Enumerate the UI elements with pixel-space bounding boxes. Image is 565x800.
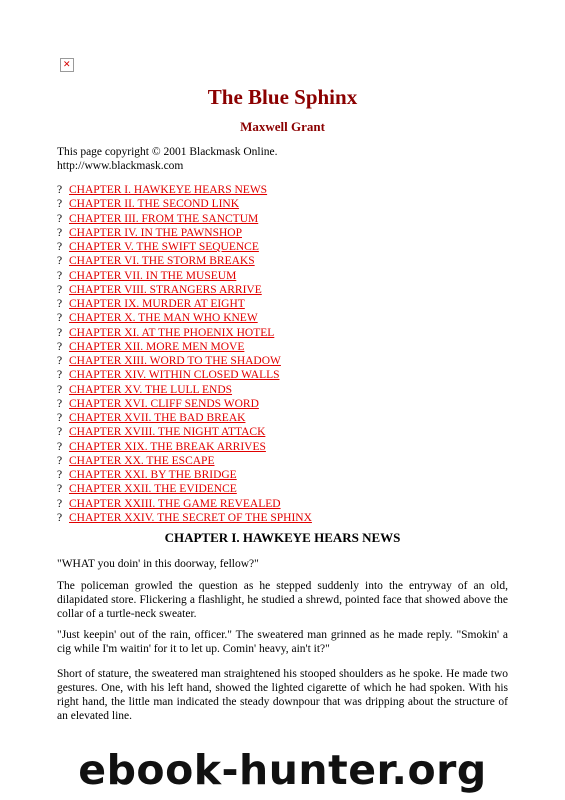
toc-bullet: ? [57,483,63,496]
book-author: Maxwell Grant [240,119,325,134]
toc-link-chapter-6[interactable]: CHAPTER VI. THE STORM BREAKS [69,255,255,268]
toc-link-chapter-12[interactable]: CHAPTER XII. MORE MEN MOVE [69,340,245,353]
toc-item [57,283,312,297]
chapter-paragraph: Short of stature, the sweatered man straightened his stooped shoulders as he spoke. He made two gestures. One, with his left hand, showed the lighted cigarette of which he had spoken. With his right hand, the little man indicated the steady downpour that was dripping about the structure of an elevated line. [57,668,508,722]
toc-bullet: ? [57,184,63,196]
toc-bullet: ? [57,212,63,225]
toc-link-chapter-9[interactable]: CHAPTER IX. MURDER AT EIGHT [69,298,245,310]
toc-link-chapter-16[interactable]: CHAPTER XVI. CLIFF SENDS WORD [69,397,259,410]
toc-bullet: ? [57,226,63,239]
toc-link-chapter-22[interactable]: CHAPTER XXII. THE EVIDENCE [69,483,237,496]
toc-bullet: ? [57,440,63,453]
toc-link-chapter-10[interactable]: CHAPTER X. THE MAN WHO KNEW [69,312,258,325]
chapter-paragraph: "Just keepin' out of the rain, officer." The sweatered man grinned as he made reply. "Smokin' a cig while I'm waitin' for it to let up. Comin' heavy, ain't it?" [57,629,508,655]
toc-bullet: ? [57,269,63,282]
site-watermark: ebook-hunter.org [0,745,565,795]
toc-item [57,240,312,254]
copyright-notice [57,145,278,173]
toc-item [57,340,312,354]
toc-link-chapter-2[interactable]: CHAPTER II. THE SECOND LINK [69,198,240,211]
toc-link-chapter-15[interactable]: CHAPTER XV. THE LULL ENDS [69,383,233,396]
toc-bullet: ? [57,241,63,253]
toc-bullet: ? [57,298,63,310]
toc-link-chapter-13[interactable]: CHAPTER XIII. WORD TO THE SHADOW [69,355,281,367]
chapter-paragraph: The policeman growled the question as he stepped suddenly into the entryway of an old, dilapidated store. Flickering a flashlight, he studied a shrewd, pointed face that showed above the collar of a turtle-neck sweater. [57,580,508,620]
toc-item [57,197,312,211]
toc-link-chapter-8[interactable]: CHAPTER VIII. STRANGERS ARRIVE [69,283,262,296]
toc-bullet: ? [57,355,63,367]
toc-link-chapter-23[interactable]: CHAPTER XXIII. THE GAME REVEALED [69,497,281,510]
toc-item [57,497,312,511]
toc-item [57,254,312,268]
toc-link-chapter-17[interactable]: CHAPTER XVII. THE BAD BREAK [69,412,246,424]
toc-item [57,468,312,482]
toc-item [57,212,312,226]
toc-item [57,297,312,311]
toc-link-chapter-4[interactable]: CHAPTER IV. IN THE PAWNSHOP [69,226,242,239]
toc-bullet: ? [57,511,63,524]
broken-image-x-glyph: ✕ [63,60,71,70]
toc-bullet: ? [57,283,63,296]
toc-item [57,183,312,197]
toc-link-chapter-21[interactable]: CHAPTER XXI. BY THE BRIDGE [69,469,237,481]
toc-item [57,269,312,283]
toc-link-chapter-7[interactable]: CHAPTER VII. IN THE MUSEUM [69,269,237,282]
copyright-url: http://www.blackmask.com [57,160,184,172]
toc-link-chapter-3[interactable]: CHAPTER III. FROM THE SANCTUM [69,212,259,225]
toc-item [57,425,312,439]
toc-item [57,482,312,496]
toc-link-chapter-1[interactable]: CHAPTER I. HAWKEYE HEARS NEWS [69,184,268,196]
toc-link-chapter-14[interactable]: CHAPTER XIV. WITHIN CLOSED WALLS [69,369,280,382]
copyright-line: This page copyright © 2001 Blackmask Online. [57,146,278,158]
toc-link-chapter-20[interactable]: CHAPTER XX. THE ESCAPE [69,454,215,467]
toc-item [57,397,312,411]
toc-item [57,383,312,397]
toc-item [57,411,312,425]
toc-item [57,326,312,340]
toc-bullet: ? [57,383,63,396]
toc-item [57,454,312,468]
toc-bullet: ? [57,426,63,439]
toc-bullet: ? [57,198,63,211]
toc-item [57,368,312,382]
toc-bullet: ? [57,497,63,510]
toc-link-chapter-11[interactable]: CHAPTER XI. AT THE PHOENIX HOTEL [69,326,275,339]
toc-bullet: ? [57,340,63,353]
toc-item [57,354,312,368]
toc-item [57,226,312,240]
toc-bullet: ? [57,469,63,481]
chapter-heading: CHAPTER I. HAWKEYE HEARS NEWS [164,530,401,545]
toc-link-chapter-5[interactable]: CHAPTER V. THE SWIFT SEQUENCE [69,241,259,253]
table-of-contents [57,183,312,525]
toc-bullet: ? [57,255,63,268]
toc-link-chapter-24[interactable]: CHAPTER XXIV. THE SECRET OF THE SPHINX [69,511,312,524]
toc-bullet: ? [57,412,63,424]
toc-link-chapter-19[interactable]: CHAPTER XIX. THE BREAK ARRIVES [69,440,266,453]
chapter-paragraph: "WHAT you doin' in this doorway, fellow?" [57,558,259,570]
toc-bullet: ? [57,369,63,382]
toc-bullet: ? [57,454,63,467]
toc-item [57,511,312,525]
toc-item [57,311,312,325]
toc-link-chapter-18[interactable]: CHAPTER XVIII. THE NIGHT ATTACK [69,426,266,439]
toc-bullet: ? [57,397,63,410]
toc-item [57,440,312,454]
toc-bullet: ? [57,312,63,325]
book-title: The Blue Sphinx [207,85,358,109]
toc-bullet: ? [57,326,63,339]
broken-image-icon [60,58,74,72]
